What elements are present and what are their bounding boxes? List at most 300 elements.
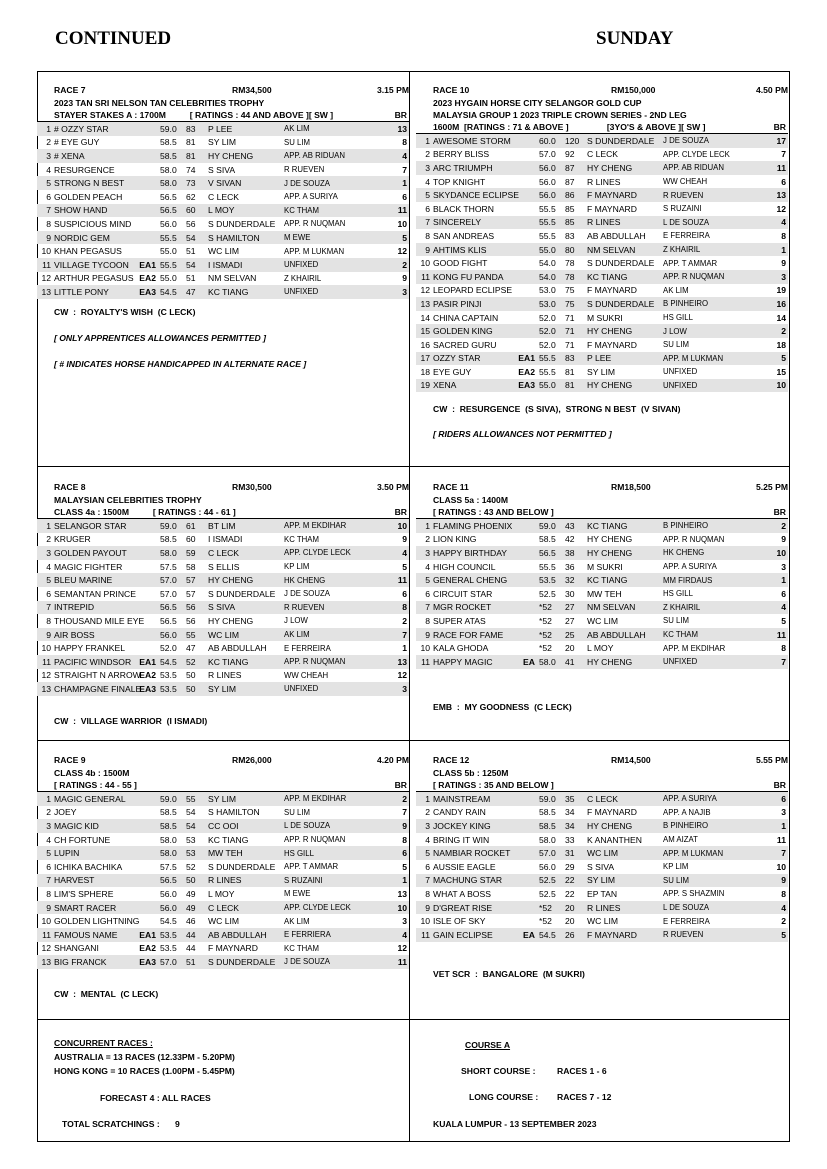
weight: 58.0 (160, 164, 177, 175)
long-course-value: RACES 7 - 12 (557, 1092, 612, 1102)
barrier: 10 (755, 379, 788, 393)
runner-row (416, 229, 788, 243)
rating: 46 (186, 916, 196, 927)
runner-row (37, 519, 409, 533)
runners-table (37, 121, 409, 299)
runner-number: 13 (416, 297, 433, 311)
runner-row (37, 244, 409, 258)
runner-number: 7 (416, 601, 433, 615)
weight: 55.5 (539, 561, 556, 572)
trainer: E FERREIRA (663, 231, 710, 241)
barrier: 3 (376, 682, 409, 696)
barrier: 19 (776, 285, 786, 296)
runner-row (37, 819, 409, 833)
race-panel-10 (416, 85, 788, 439)
horse-cell (433, 161, 539, 175)
runner-number: 5 (37, 176, 54, 190)
jockey: F MAYNARD (587, 339, 637, 350)
barrier: 5 (376, 231, 409, 245)
runner-row (416, 587, 788, 601)
runner-number: 19 (416, 379, 433, 393)
barrier: 2 (755, 324, 788, 338)
runner-row (416, 148, 788, 162)
runners-table (416, 133, 788, 392)
runner-number: 4 (46, 561, 51, 572)
horse-name: SKYDANCE ECLIPSE (433, 190, 519, 201)
rating: 87 (565, 161, 587, 175)
trainer: APP. A NAJIB (663, 807, 711, 817)
runner-number: 3 (37, 546, 54, 560)
horse-name: NORDIC GEM (54, 232, 110, 243)
runner-number: 12 (41, 670, 51, 681)
rating: 87 (565, 176, 575, 187)
runner-number: 4 (46, 164, 51, 175)
rating: 50 (186, 874, 208, 888)
runner-row (37, 136, 409, 150)
rating: 44 (186, 943, 196, 954)
trainer: SU LIM (663, 874, 755, 888)
runner-row (416, 806, 788, 820)
runner-number: 3 (416, 161, 433, 175)
entry-tag: EA (523, 656, 535, 667)
horse-name: GAIN ECLIPSE (433, 929, 493, 940)
weight: 53.5 (160, 670, 177, 681)
horse-cell (54, 176, 160, 190)
jockey: NM SELVAN (587, 243, 663, 257)
runner-number: 9 (37, 901, 54, 915)
horse-cell (433, 519, 539, 533)
trainer: APP. CLYDE LECK (284, 546, 376, 560)
rating: 27 (565, 615, 575, 626)
trainer: J DE SOUZA (284, 589, 330, 599)
runner-row (37, 190, 409, 204)
runner-row (37, 149, 409, 163)
jockey: SY LIM (208, 792, 284, 806)
runner-row (416, 641, 788, 655)
rating: 50 (186, 670, 196, 681)
jockey: WC LIM (587, 615, 619, 626)
weight: 56.0 (539, 161, 565, 175)
runner-number: 3 (416, 819, 433, 833)
weight: 57.5 (160, 861, 177, 872)
weight: 55.5 (539, 216, 565, 230)
weight: 59.0 (160, 519, 186, 533)
rating: 85 (565, 216, 587, 230)
horse-name: LUPIN (54, 848, 80, 859)
rating: 52 (186, 861, 196, 872)
rating: 30 (565, 588, 575, 599)
horse-cell (54, 546, 160, 560)
runner-number: 10 (41, 246, 51, 257)
jockey: C LECK (208, 191, 240, 202)
horse-name: EYE GUY (433, 366, 472, 377)
jockey: HY CHENG (208, 573, 284, 587)
rating: 75 (565, 285, 575, 296)
horse-cell (433, 792, 539, 806)
weight: 56.5 (160, 601, 186, 615)
weight: 58.5 (539, 819, 565, 833)
trainer: WW CHEAH (284, 670, 329, 680)
runner-number: 3 (37, 149, 54, 163)
horse-name: SEMANTAN PRINCE (54, 588, 136, 599)
trainer: Z KHAIRIL (284, 273, 322, 283)
horse-cell (54, 244, 160, 258)
trainer: APP. M LUKMAN (284, 246, 345, 256)
entry-tag: EA1 (139, 259, 156, 270)
jockey: S HAMILTON (208, 231, 284, 245)
rating: 81 (565, 379, 587, 393)
jockey: R LINES (587, 216, 663, 230)
horse-cell (54, 914, 160, 928)
jockey: SY LIM (208, 682, 284, 696)
horse-name: SHOW HAND (54, 205, 108, 216)
horse-cell (433, 587, 539, 601)
jockey: M SUKRI (587, 561, 623, 572)
runner-row (416, 819, 788, 833)
jockey: S ELLIS (208, 561, 240, 572)
horse-name: AHTIMS KLIS (433, 244, 487, 255)
horse-name: GOLDEN PAYOUT (54, 547, 127, 558)
jockey: KC TIANG (208, 834, 249, 845)
barrier: 3 (781, 807, 786, 818)
weight: *52 (539, 628, 565, 642)
race-header (416, 85, 788, 97)
race-title-line: MALAYSIAN CELEBRITIES TROPHY (54, 495, 202, 505)
jockey: S DUNDERDALE (587, 297, 663, 311)
weight: *52 (539, 601, 565, 615)
weight: 56.0 (539, 188, 565, 202)
runner-row (416, 874, 788, 888)
jockey: L MOY (208, 888, 235, 899)
runner-row (416, 352, 788, 366)
weight: *52 (539, 916, 552, 927)
horse-name: BERRY BLISS (433, 149, 490, 160)
weight: *52 (539, 901, 565, 915)
horse-cell (433, 175, 539, 189)
horse-cell (54, 682, 160, 696)
trainer: R RUEVEN (663, 928, 755, 942)
jockey: F MAYNARD (208, 943, 258, 954)
runner-row (37, 901, 409, 915)
race-panel-9 (37, 755, 409, 999)
jockey: WC LIM (208, 628, 284, 642)
runner-number: 11 (416, 928, 433, 942)
rating: 35 (565, 792, 587, 806)
weight: *52 (539, 615, 552, 626)
rating: 80 (565, 243, 587, 257)
jockey: AB ABDULLAH (208, 643, 267, 654)
runner-number: 15 (416, 324, 433, 338)
race-title-line: CLASS 5b : 1250M (433, 768, 509, 778)
trainer: APP. T AMMAR (663, 258, 718, 268)
weight: 59.0 (539, 792, 565, 806)
runner-row (416, 519, 788, 533)
rating: 22 (565, 888, 575, 899)
rating: 29 (565, 861, 575, 872)
trainer: APP. AB RIDUAN (663, 161, 755, 175)
runner-row (416, 628, 788, 642)
race-note: CW : MENTAL (C LECK) (54, 988, 159, 999)
runner-row (37, 601, 409, 615)
trainer: L DE SOUZA (663, 216, 755, 230)
horse-cell (54, 149, 160, 163)
runner-number: 2 (425, 534, 430, 545)
barrier: 6 (781, 176, 786, 187)
horse-cell (433, 846, 539, 860)
weight: 53.5 (160, 943, 177, 954)
entry-tag: EA3 (139, 286, 156, 297)
runner-number: 11 (37, 655, 54, 669)
jockey: S DUNDERDALE (208, 955, 284, 969)
trainer: APP. A SURIYA (663, 562, 717, 572)
horse-cell (54, 258, 160, 272)
runner-row (416, 928, 788, 942)
runner-row (37, 560, 409, 574)
runners-table (37, 791, 409, 969)
runner-row (416, 792, 788, 806)
runner-row (416, 256, 788, 270)
runner-row (37, 272, 409, 286)
barrier: 2 (376, 792, 409, 806)
runner-number: 10 (420, 916, 430, 927)
horse-name: BRING IT WIN (433, 834, 490, 845)
horse-cell (433, 379, 539, 393)
horse-cell (54, 231, 160, 245)
race-prize: RM18,500 (611, 482, 651, 492)
weight: 55.0 (160, 246, 177, 257)
weight: 56.0 (160, 901, 186, 915)
jockey: F MAYNARD (587, 203, 637, 214)
horse-cell (54, 560, 160, 574)
runner-row (37, 860, 409, 874)
race-prize: RM30,500 (232, 482, 272, 492)
runner-number: 11 (37, 258, 54, 272)
weight: 56.5 (539, 546, 565, 560)
rating: 58 (186, 561, 196, 572)
runner-row (416, 284, 788, 298)
jockey: S SIVA (208, 601, 284, 615)
weight: 56.5 (160, 204, 186, 218)
jockey: SY LIM (587, 366, 616, 377)
horse-cell (54, 942, 160, 956)
race-note: [ # INDICATES HORSE HANDICAPPED IN ALTERNATE RACE ] (54, 358, 307, 369)
jockey: NM SELVAN (587, 601, 663, 615)
trainer: APP. R NUQMAN (284, 835, 346, 845)
trainer: L DE SOUZA (284, 819, 376, 833)
race-number: RACE 9 (54, 755, 86, 765)
barrier: 5 (781, 615, 786, 626)
horse-name: D'GREAT RISE (433, 902, 493, 913)
forecast-info: FORECAST 4 : ALL RACES (100, 1093, 211, 1103)
weight: 55.5 (160, 231, 186, 245)
weight: 57.0 (539, 149, 556, 160)
runner-number: 6 (46, 191, 51, 202)
horse-cell (433, 243, 539, 257)
barrier: 2 (755, 519, 788, 533)
barrier: 12 (397, 246, 407, 257)
weight: 57.0 (160, 573, 186, 587)
barrier: 13 (755, 188, 788, 202)
runner-row (37, 122, 409, 136)
horse-cell (54, 792, 160, 806)
trainer: APP. R NUQMAN (663, 534, 725, 544)
race-note: CW : VILLAGE WARRIOR (I ISMADI) (54, 715, 208, 726)
trainer: APP. CLYDE LECK (284, 901, 376, 915)
race-conditions (416, 779, 788, 791)
rating: 54 (186, 258, 208, 272)
race-conditions-text: 1600M [RATINGS : 71 & ABOVE ] [3YO'S & ABOVE ][ SW ] (433, 122, 706, 132)
barrier: 4 (376, 928, 409, 942)
runner-row (416, 297, 788, 311)
barrier: 8 (781, 888, 786, 899)
weight: 55.0 (539, 243, 565, 257)
barrier: 9 (755, 874, 788, 888)
rating: 57 (186, 573, 208, 587)
runner-number: 1 (37, 122, 54, 136)
horse-name: CHINA CAPTAIN (433, 312, 499, 323)
race-panel-8 (37, 482, 409, 726)
runner-number: 13 (37, 682, 54, 696)
jockey: F MAYNARD (587, 928, 663, 942)
horse-cell (433, 202, 539, 216)
race-conditions (37, 506, 409, 518)
jockey: I ISMADI (208, 534, 243, 545)
horse-cell (433, 270, 539, 284)
horse-name: HIGH COUNCIL (433, 561, 496, 572)
rating: 85 (565, 203, 575, 214)
runner-number: 3 (37, 819, 54, 833)
barrier: 13 (376, 122, 409, 136)
weight: 54.0 (539, 258, 556, 269)
weight: 55.0 (539, 379, 565, 393)
venue-date: KUALA LUMPUR - 13 SEPTEMBER 2023 (433, 1119, 597, 1129)
runner-number: 5 (416, 846, 433, 860)
runner-number: 5 (416, 188, 433, 202)
barrier: 10 (376, 901, 409, 915)
horse-cell (54, 860, 160, 874)
rating: 86 (565, 188, 587, 202)
jockey: NM SELVAN (208, 273, 257, 284)
horse-name: LITTLE PONY (54, 286, 109, 297)
barrier: 11 (376, 204, 409, 218)
trainer: E FERRIERA (284, 928, 376, 942)
rating: 34 (565, 819, 587, 833)
runner-row (416, 188, 788, 202)
horse-name: JOCKEY KING (433, 820, 491, 831)
runner-row (416, 614, 788, 628)
runner-row (416, 914, 788, 928)
barrier: 11 (776, 834, 786, 845)
race-note: CW : RESURGENCE (S SIVA), STRONG N BEST (V SIVAN) (433, 404, 681, 415)
jockey: P LEE (587, 352, 663, 366)
barrier-column-header: BR (773, 507, 786, 517)
race-panel-12 (416, 755, 788, 979)
runner-number: 13 (37, 285, 54, 299)
barrier: 6 (376, 846, 409, 860)
weight: 59.0 (160, 792, 186, 806)
jockey: S DUNDERDALE (208, 861, 276, 872)
horse-cell (433, 887, 539, 901)
barrier: 7 (755, 655, 788, 669)
race-time: 5.25 PM (755, 482, 788, 492)
trainer: UNFIXED (663, 379, 755, 393)
trainer: Z KHAIRIL (663, 601, 755, 615)
race-number: RACE 7 (54, 85, 86, 95)
horse-cell (433, 297, 539, 311)
trainer: HS GILL (284, 846, 376, 860)
jockey: MW TEH (208, 846, 284, 860)
rating: 51 (186, 955, 208, 969)
horse-cell (54, 874, 160, 888)
runner-row (37, 628, 409, 642)
rating: 60 (186, 534, 196, 545)
rating: 54 (186, 819, 208, 833)
race-time: 3.15 PM (376, 85, 409, 95)
weight: 56.0 (160, 628, 186, 642)
runner-row (416, 311, 788, 325)
horse-name: GOLDEN LIGHTNING (54, 916, 140, 927)
horse-cell (54, 655, 160, 669)
horse-name: PACIFIC WINDSOR (54, 656, 132, 667)
entry-tag: EA1 (139, 929, 156, 940)
horse-name: AIR BOSS (54, 629, 95, 640)
jockey: SY LIM (208, 137, 237, 148)
weight: 58.0 (160, 846, 186, 860)
horse-cell (433, 833, 539, 847)
horse-cell (433, 573, 539, 587)
horse-cell (54, 190, 160, 204)
barrier: 12 (776, 203, 786, 214)
barrier: 9 (376, 819, 409, 833)
barrier: 13 (397, 888, 407, 899)
runner-number: 1 (416, 134, 433, 148)
rating: 47 (186, 643, 196, 654)
jockey: R LINES (587, 901, 663, 915)
jockey: C LECK (208, 901, 284, 915)
trainer: UNFIXED (284, 682, 376, 696)
barrier: 7 (402, 164, 407, 175)
rating: 22 (565, 874, 587, 888)
short-course-label: SHORT COURSE : (461, 1066, 536, 1076)
weight: 56.5 (160, 191, 177, 202)
total-scratchings-value: 9 (175, 1119, 180, 1129)
barrier: 10 (376, 519, 409, 533)
barrier: 11 (376, 573, 409, 587)
horse-name: STRAIGHT N ARROW (54, 670, 141, 681)
race-conditions-text: STAYER STAKES A : 1700M [ RATINGS : 44 AND ABOVE ][ SW ] (54, 110, 334, 120)
horse-name: SINCERELY (433, 217, 482, 228)
rating: 49 (186, 888, 196, 899)
horse-name: SACRED GURU (433, 339, 497, 350)
row-divider-2 (37, 740, 790, 741)
horse-cell (433, 324, 539, 338)
rating: 20 (565, 901, 587, 915)
runner-row (416, 860, 788, 874)
trainer: B PINHEIRO (663, 819, 755, 833)
runner-row (416, 546, 788, 560)
runner-number: 10 (41, 916, 51, 927)
barrier: 15 (776, 366, 786, 377)
horse-name: ICHIKA BACHIKA (54, 861, 123, 872)
barrier: 3 (402, 916, 407, 927)
rating: 56 (186, 601, 208, 615)
barrier: 6 (755, 792, 788, 806)
race-number: RACE 8 (54, 482, 86, 492)
barrier: 5 (755, 928, 788, 942)
jockey: SY LIM (587, 874, 663, 888)
horse-name: KRUGER (54, 534, 91, 545)
runner-number: 7 (416, 874, 433, 888)
